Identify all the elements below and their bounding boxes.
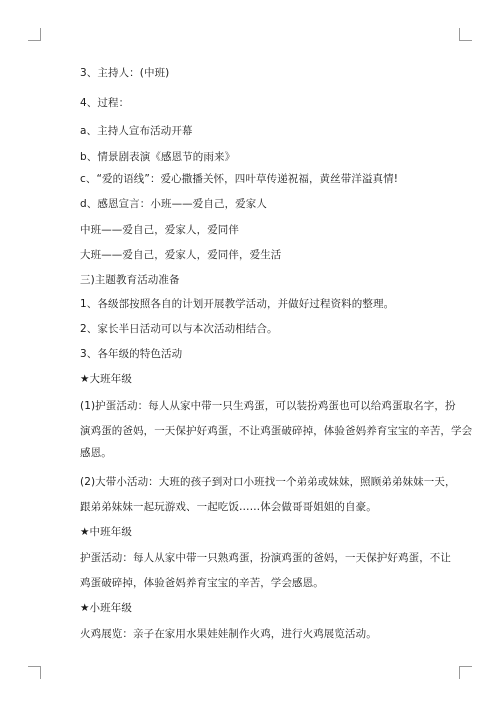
heading-middle-grade: ★中班年级 — [80, 526, 132, 538]
crop-mark-top-right — [459, 28, 472, 41]
text-line-egg-activity-cont: 演鸡蛋的爸妈，一天保护好鸡蛋，不让鸡蛋破碎掉，体验爸妈养育宝宝的辛苦，学会 — [80, 425, 473, 437]
text-line-host: 3、主持人：(中班) — [80, 67, 170, 79]
text-line-process: 4、过程： — [80, 97, 130, 109]
text-line-c: c、“爱的语线”：爱心撒播关怀，四叶草传递祝福，黄丝带洋溢真情! — [80, 173, 399, 185]
text-line-egg-activity-end: 感恩。 — [80, 447, 112, 459]
crop-mark-bottom-left — [28, 666, 41, 679]
crop-mark-bottom-right — [459, 666, 472, 679]
text-line-big-small-cont: 跟弟弟妹妹一起玩游戏、一起吃饭……体会做哥哥姐姐的自豪。 — [80, 501, 377, 513]
section-heading-preparation: 三)主题教育活动准备 — [80, 274, 180, 286]
text-line-d: d、感恩宣言：小班——爱自己，爱家人 — [80, 198, 267, 210]
text-line-senior-class: 大班——爱自己，爱家人，爱同伴，爱生活 — [80, 249, 282, 261]
text-line-b: b、情景剧表演《感恩节的雨来》 — [80, 151, 236, 163]
text-line-egg-activity: (1)护蛋活动：每人从家中带一只生鸡蛋，可以装扮鸡蛋也可以给鸡蛋取名字，扮 — [80, 400, 456, 412]
text-line-middle-class: 中班——爱自己，爱家人，爱同伴 — [80, 224, 239, 236]
text-line-turkey-exhibit: 火鸡展览：亲子在家用水果娃娃制作火鸡，进行火鸡展览活动。 — [80, 628, 377, 640]
heading-junior-grade: ★小班年级 — [80, 602, 132, 614]
text-line-middle-egg-cont: 鸡蛋破碎掉，体验爸妈养育宝宝的辛苦，学会感恩。 — [80, 577, 324, 589]
heading-senior-grade: ★大班年级 — [80, 373, 132, 385]
crop-mark-top-left — [28, 28, 41, 41]
text-line-a: a、主持人宣布活动开幕 — [80, 125, 193, 137]
text-line-middle-egg: 护蛋活动：每人从家中带一只熟鸡蛋，扮演鸡蛋的爸妈，一天保护好鸡蛋，不让 — [80, 552, 451, 564]
text-line-big-small: (2)大带小活动：大班的孩子到对口小班找一个弟弟或妹妹，照顾弟弟妹妹一天， — [80, 476, 456, 488]
text-line-prep-1: 1、各级部按照各自的计划开展教学活动，并做好过程资料的整理。 — [80, 298, 395, 310]
text-line-prep-3: 3、各年级的特色活动 — [80, 348, 183, 360]
text-line-prep-2: 2、家长半日活动可以与本次活动相结合。 — [80, 323, 278, 335]
